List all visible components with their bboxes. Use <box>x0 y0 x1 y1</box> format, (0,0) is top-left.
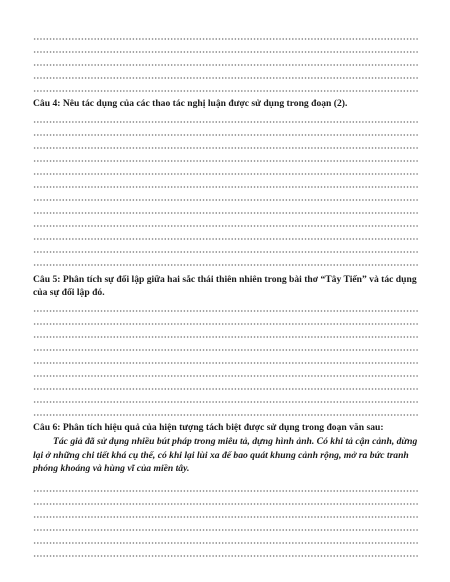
answer-line <box>33 529 418 531</box>
question-4 <box>33 97 423 110</box>
question-5 <box>33 273 423 299</box>
answer-line <box>33 542 418 544</box>
answer-line <box>33 212 418 214</box>
answer-line <box>33 225 418 227</box>
question-label: Câu 4: <box>33 98 61 109</box>
quoted-passage <box>33 435 423 476</box>
answer-line <box>33 555 418 557</box>
answer-line <box>33 323 418 325</box>
answer-line <box>33 251 418 253</box>
answer-line <box>33 310 418 312</box>
answer-line <box>33 121 418 123</box>
question-text: Phân tích sự đối lập giữa hai sắc thái thiên nhiên trong bài thơ “Tây Tiến” và tác dụng của sự đối lập đó. <box>33 274 417 299</box>
answer-line <box>33 238 418 240</box>
answer-line <box>33 375 418 377</box>
answer-line <box>33 264 418 266</box>
answer-line <box>33 401 418 403</box>
answer-line <box>33 173 418 175</box>
passage-text: Tác giả đã sử dụng nhiều bút pháp trong miêu tả, dựng hình ảnh. Có khi tả cận cảnh, dừng lại ở những chi tiết khá cụ thể, có khi lại lùi xa để bao quát khung cảnh rộng, mở ra bức tranh phóng khoáng và hùng vĩ của miền tây. <box>33 436 418 475</box>
answer-line <box>33 90 418 92</box>
answer-line <box>33 349 418 351</box>
question-label: Câu 6: <box>33 422 61 433</box>
question-text: Phân tích hiệu quả của hiện tượng tách biệt được sử dụng trong đoạn văn sau: <box>62 422 384 433</box>
answer-line <box>33 38 418 40</box>
answer-line <box>33 186 418 188</box>
answer-line <box>33 490 418 492</box>
answer-line <box>33 160 418 162</box>
answer-line <box>33 199 418 201</box>
answer-line <box>33 362 418 364</box>
answer-line <box>33 503 418 505</box>
answer-line <box>33 414 418 416</box>
answer-line <box>33 336 418 338</box>
answer-line <box>33 77 418 79</box>
answer-line <box>33 64 418 66</box>
answer-line <box>33 134 418 136</box>
question-6 <box>33 421 423 434</box>
answer-line <box>33 51 418 53</box>
question-label: Câu 5: <box>33 274 61 285</box>
answer-line <box>33 147 418 149</box>
answer-line <box>33 388 418 390</box>
question-text: Nêu tác dụng của các thao tác nghị luận được sử dụng trong đoạn (2). <box>62 98 348 109</box>
answer-line <box>33 516 418 518</box>
